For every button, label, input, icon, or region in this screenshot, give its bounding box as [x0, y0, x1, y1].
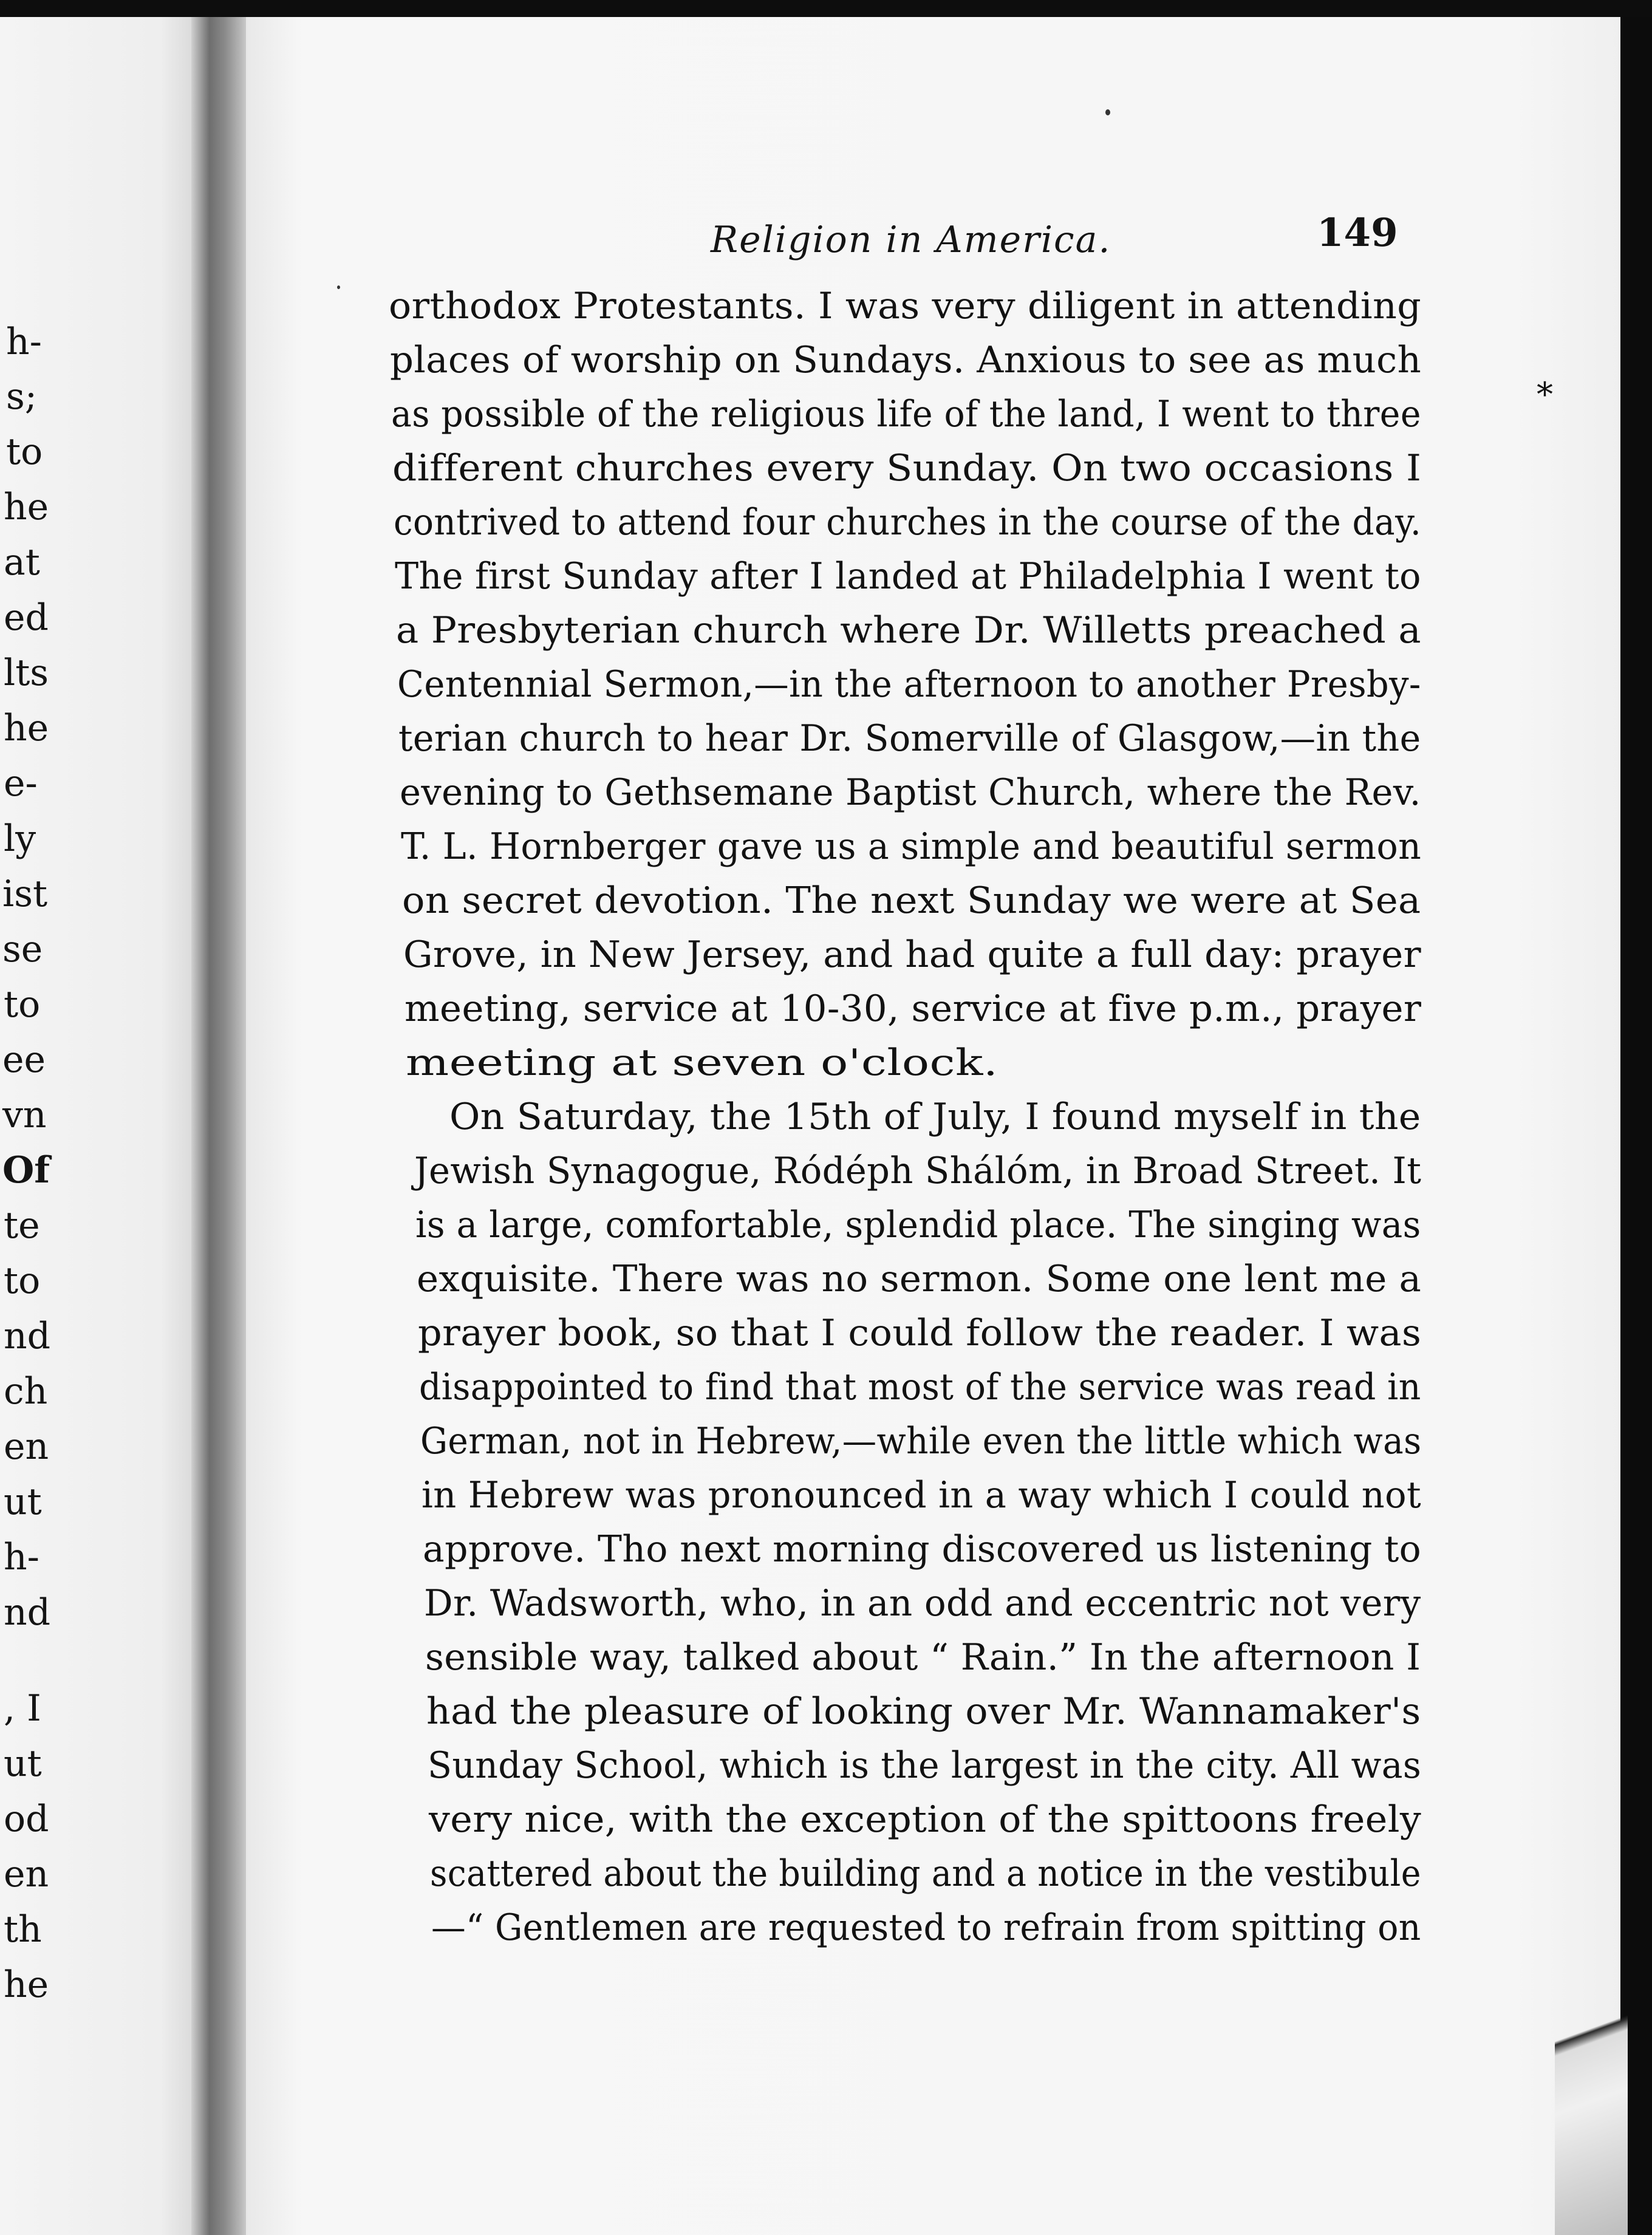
- left-fragment: to: [4, 1260, 41, 1302]
- text-line: prayer book, so that I could follow the reader. I was: [418, 1312, 1422, 1354]
- text-line: is a large, comfortable, splendid place. The singing was: [415, 1204, 1421, 1246]
- left-fragment: at: [4, 541, 40, 584]
- left-fragment: nd: [4, 1315, 51, 1357]
- left-fragment: nd: [4, 1591, 51, 1634]
- left-fragment: he: [4, 707, 49, 749]
- left-fragment: h-: [4, 1536, 39, 1578]
- text-line: disappointed to find that most of the service was read in: [419, 1366, 1421, 1408]
- ink-speck: *: [1537, 375, 1553, 414]
- text-line: in Hebrew was pronounced in a way which I could not: [422, 1474, 1422, 1517]
- text-line: contrived to attend four churches in the course of the day.: [394, 501, 1422, 544]
- left-fragment: ly: [4, 817, 36, 860]
- text-line: meeting at seven o'clock.: [406, 1042, 998, 1084]
- text-line: a Presbyterian church where Dr. Willetts preached a: [396, 609, 1421, 652]
- text-line: scattered about the building and a notice in the vestibule: [430, 1852, 1421, 1895]
- book-gutter: [191, 17, 252, 2235]
- text-line: places of worship on Sundays. Anxious to see as much: [390, 339, 1422, 381]
- left-fragment: ist: [2, 873, 48, 915]
- text-line: exquisite. There was no sermon. Some one lent me a: [417, 1258, 1422, 1300]
- left-fragment: Of: [2, 1149, 50, 1192]
- text-line: meeting, service at 10-30, service at five p.m., prayer: [404, 988, 1422, 1030]
- text-line: very nice, with the exception of the spittoons freely: [429, 1798, 1422, 1841]
- left-fragment: lts: [4, 652, 49, 694]
- left-fragment: ut: [4, 1481, 42, 1523]
- left-fragment: to: [6, 431, 43, 473]
- text-line: —“ Gentlemen are requested to refrain from spitting on: [431, 1906, 1421, 1949]
- running-head: Religion in America.: [711, 219, 1111, 261]
- left-fragment: te: [4, 1204, 40, 1247]
- left-fragment: se: [2, 928, 43, 971]
- left-fragment: ed: [4, 596, 49, 639]
- text-line: Sunday School, which is the largest in the city. All was: [428, 1744, 1422, 1787]
- left-fragment: e-: [4, 762, 38, 805]
- text-line: had the pleasure of looking over Mr. Wannamaker's: [426, 1690, 1421, 1733]
- left-fragment: en: [4, 1425, 49, 1468]
- left-fragment: th: [4, 1908, 42, 1951]
- left-fragment: ee: [2, 1039, 46, 1081]
- text-line: Dr. Wadsworth, who, in an odd and eccentric not very: [424, 1582, 1421, 1625]
- text-line: Centennial Sermon,—in the afternoon to another Presby-: [397, 663, 1421, 706]
- left-facing-page: [0, 17, 200, 2235]
- text-line: on secret devotion. The next Sunday we were at Sea: [402, 879, 1421, 922]
- text-line: approve. Tho next morning discovered us listening to: [423, 1528, 1422, 1571]
- left-fragment: he: [4, 1964, 49, 2006]
- text-line: orthodox Protestants. I was very diligent in attending: [389, 285, 1422, 327]
- page-number: 149: [1317, 210, 1398, 256]
- text-line: different churches every Sunday. On two occasions I: [392, 447, 1422, 490]
- text-line: On Saturday, the 15th of July, I found myself in the: [449, 1096, 1421, 1138]
- text-line: T. L. Hornberger gave us a simple and beautiful sermon: [401, 825, 1422, 868]
- dust-speck: [1105, 109, 1110, 115]
- left-fragment: h-: [6, 321, 42, 363]
- text-line: terian church to hear Dr. Somerville of Glasgow,—in the: [398, 717, 1421, 760]
- left-fragment: ut: [4, 1742, 42, 1785]
- text-line: sensible way, talked about “ Rain.” In the afternoon I: [425, 1636, 1421, 1679]
- left-fragment: to: [4, 983, 41, 1026]
- text-line: The first Sunday after I landed at Philadelphia I went to: [395, 555, 1421, 598]
- left-fragment: ch: [4, 1370, 48, 1413]
- left-fragment: vn: [2, 1094, 47, 1136]
- left-fragment: he: [4, 486, 49, 528]
- left-fragment: od: [4, 1798, 49, 1840]
- text-line: Jewish Synagogue, Ródéph Shálóm, in Broad Street. It: [414, 1150, 1422, 1192]
- text-line: as possible of the religious life of the land, I went to three: [391, 393, 1421, 435]
- text-line: German, not in Hebrew,—while even the little which was: [420, 1420, 1422, 1462]
- text-line: Grove, in New Jersey, and had quite a full day: prayer: [403, 933, 1422, 976]
- left-fragment: en: [4, 1853, 49, 1895]
- left-fragment: s;: [6, 375, 38, 418]
- page-curl: [1555, 1895, 1628, 2235]
- text-line: evening to Gethsemane Baptist Church, where the Rev.: [400, 771, 1421, 814]
- dust-speck: [337, 285, 340, 289]
- left-fragment: , I: [4, 1687, 41, 1730]
